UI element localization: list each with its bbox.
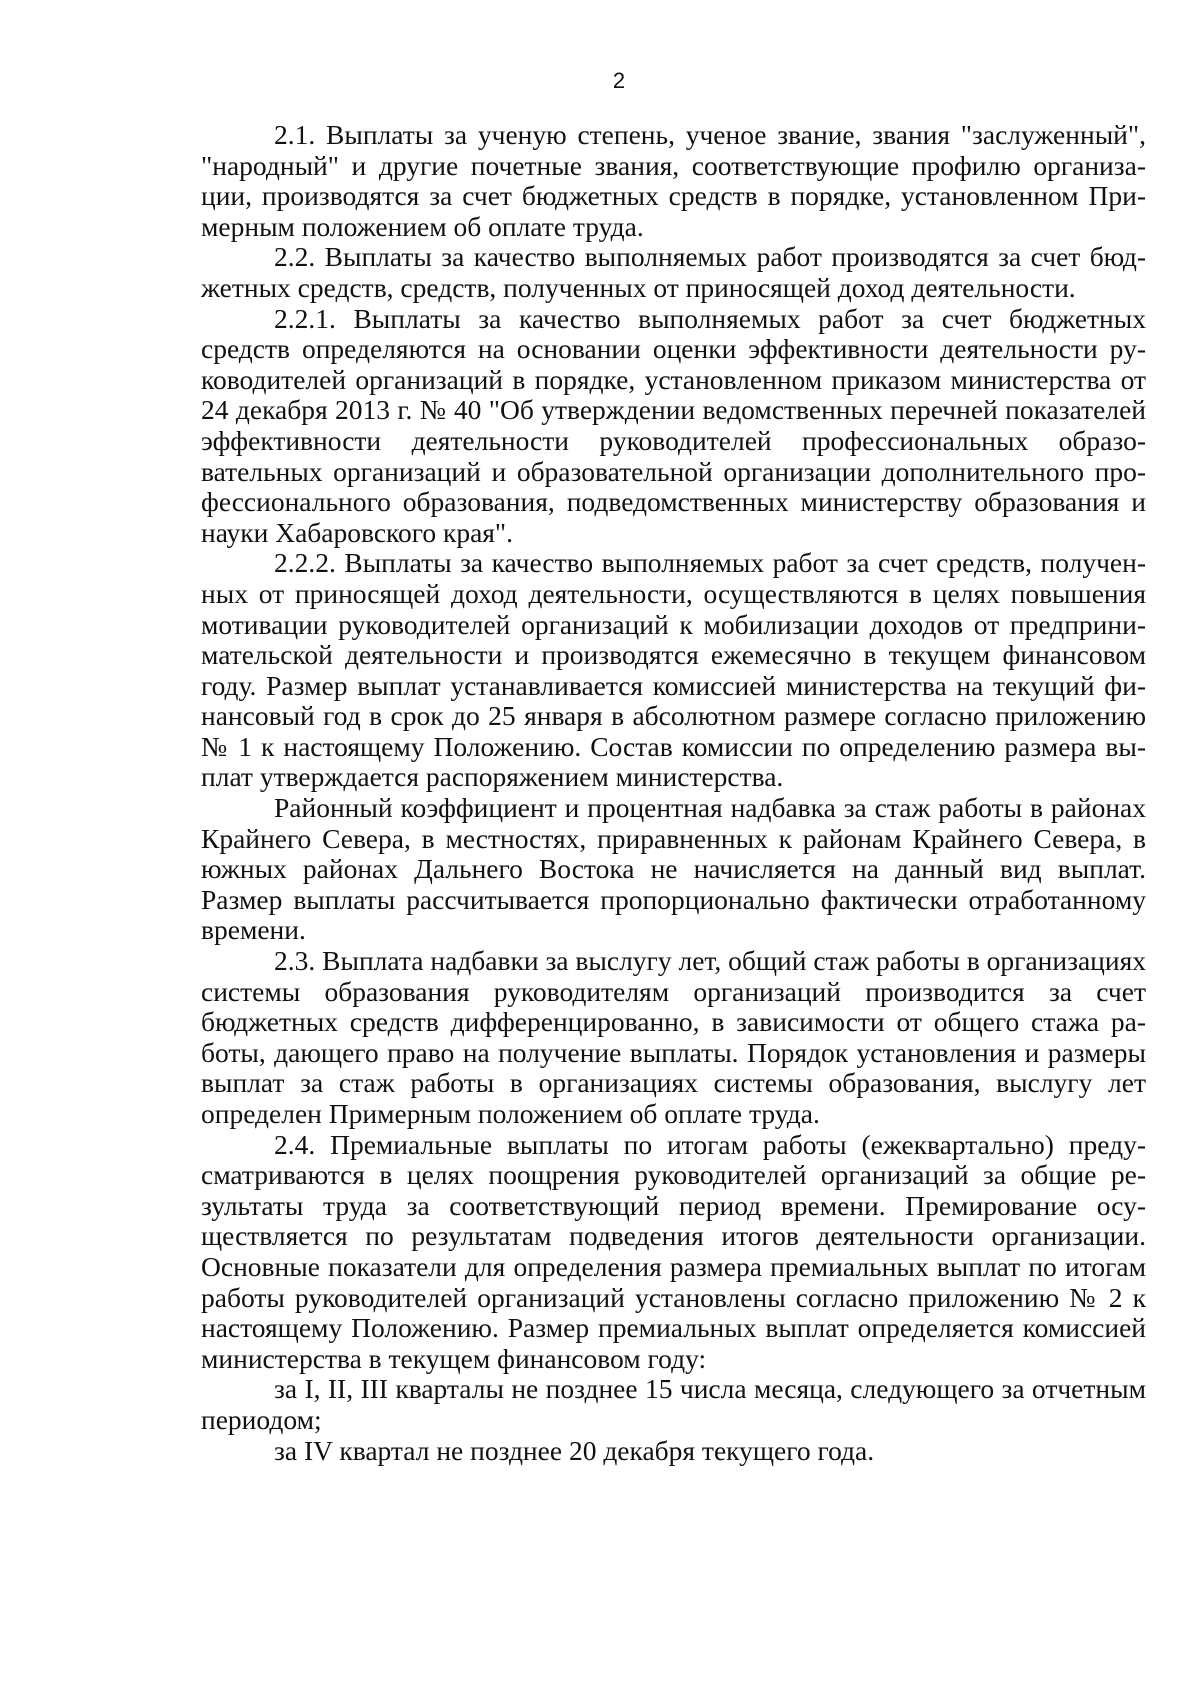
page-number: 2: [612, 68, 626, 93]
paragraph-quarter-4: за IV квартал не позднее 20 декабря текущего года.: [274, 1434, 875, 1466]
paragraph-2-1: 2.1. Выплаты за ученую степень, ученое звание, звания "заслуженный", "народный" и другие почетные звания, соответствующие профилю организации, производятся за счет бюджетных средств в порядке, установленном Примерным положением об оплате труда.: [201, 119, 1146, 242]
paragraph-2-2-2: 2.2.2. Выплаты за качество выполняемых работ за счет средств, полученных от приносящей доход деятельности, осуществляются в целях повышения мотивации руководителей организаций к мобилизации доходов от предпринимательской деятельности и производятся ежемесячно в текущем финансовом году. Размер выплат устанавливается комиссией министерства на текущий финансовый год в срок до 25 января в абсолютном размере согласно приложению № 1 к настоящему Положению. Состав комиссии по определению размера выплат утверждается распоряжением министерства.: [201, 547, 1146, 793]
document-body: [201, 120, 1146, 1466]
paragraph-2-3: 2.3. Выплата надбавки за выслугу лет, общий стаж работы в организациях системы образования руководителям организаций производится за счет бюджетных средств дифференцированно, в зависимости от общего стажа работы, дающего право на получение выплаты. Порядок установления и размеры выплат за стаж работы в организациях системы образования, выслугу лет определен Примерным положением об оплате труда.: [201, 945, 1146, 1129]
paragraph-regional-coefficient: Районный коэффициент и процентная надбавка за стаж работы в районах Крайнего Севера, в местностях, приравненных к районам Крайнего Севера, в южных районах Дальнего Востока не начисляется на данный вид выплат. Размер выплаты рассчитывается пропорционально фактически отработанному времени.: [201, 792, 1146, 946]
paragraph-quarters-1-3: за I, II, III кварталы не позднее 15 числа месяца, следующего за отчетным периодом;: [201, 1373, 1146, 1435]
paragraph-2-2: 2.2. Выплаты за качество выполняемых работ производятся за счет бюджетных средств, средств, полученных от приносящей доход деятельности.: [201, 241, 1146, 303]
paragraph-2-4: 2.4. Премиальные выплаты по итогам работы (ежеквартально) предусматриваются в целях поощрения руководителей организаций за общие результаты труда за соответствующий период времени. Премирование осуществляется по результатам подведения итогов деятельности организации. Основные показатели для определения размера премиальных выплат по итогам работы руководителей организаций установлены согласно приложению № 2 к настоящему Положению. Размер премиальных выплат определяется комиссией министерства в текущем финансовом году:: [201, 1128, 1146, 1374]
paragraph-2-2-1: 2.2.1. Выплаты за качество выполняемых работ за счет бюджетных средств определяются на основании оценки эффективности деятельности руководителей организаций в порядке, установленном приказом министерства от 24 декабря 2013 г. № 40 "Об утверждении ведомственных перечней показателей эффективности деятельности руководителей профессиональных образовательных организаций и образовательной организации дополнительного профессионального образования, подведомственных министерству образования и науки Хабаровского края".: [201, 302, 1146, 548]
